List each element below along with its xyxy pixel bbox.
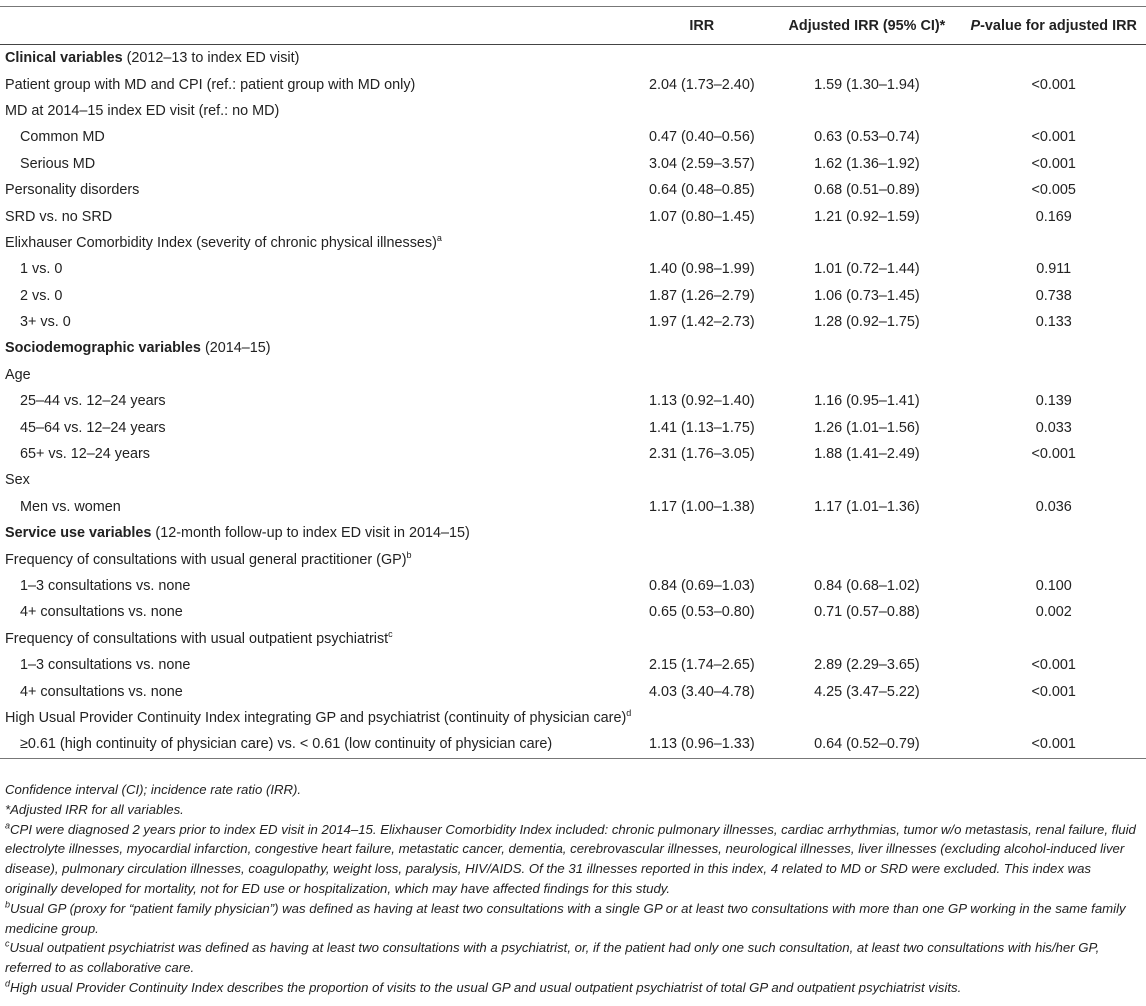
p-value xyxy=(961,467,1146,493)
row-label xyxy=(0,362,631,388)
group-label-row xyxy=(0,362,1146,388)
irr-value xyxy=(631,230,772,256)
footnote xyxy=(5,820,1141,899)
adjusted-irr-value xyxy=(772,626,961,652)
row-label xyxy=(0,520,631,546)
row-label xyxy=(0,309,631,335)
irr-value xyxy=(631,626,772,652)
row-label xyxy=(0,467,631,493)
variable-label: 1–3 consultations vs. none xyxy=(20,657,191,674)
table-row xyxy=(0,124,1146,150)
header-p-rest: -value for adjusted IRR xyxy=(980,17,1137,34)
p-value: <0.001 xyxy=(961,731,1146,758)
table-row xyxy=(0,599,1146,625)
irr-value xyxy=(631,98,772,124)
row-label xyxy=(0,705,631,731)
footnote-letter: b xyxy=(5,899,11,910)
variable-label: Age xyxy=(5,366,31,383)
adjusted-irr-value: 1.28 (0.92–1.75) xyxy=(814,314,920,331)
table-row xyxy=(0,414,1146,440)
section-title: Clinical variables xyxy=(5,50,123,67)
irr-value: 2.04 (1.73–2.40) xyxy=(649,76,755,93)
section-title: Sociodemographic variables xyxy=(5,340,201,357)
variable-label: MD at 2014–15 index ED visit (ref.: no MD) xyxy=(5,102,280,119)
p-value: <0.001 xyxy=(1031,683,1076,700)
footnote-text: Usual GP (proxy for “patient family physician”) was defined as having at least two consultations with a single GP or at least two consultations with more than one GP working in the same family medicine group. xyxy=(5,900,1126,936)
row-label xyxy=(0,151,631,177)
variable-label: 1–3 consultations vs. none xyxy=(20,578,191,594)
table-row xyxy=(0,283,1146,309)
row-label xyxy=(0,230,631,256)
adjusted-irr-value: 4.25 (3.47–5.22) xyxy=(814,683,920,700)
footnote xyxy=(5,899,1141,939)
group-label-row xyxy=(0,626,1146,652)
adjusted-irr-value xyxy=(772,45,961,72)
irr-value: 0.84 (0.69–1.03) xyxy=(649,578,755,594)
irr-value: 1.40 (0.98–1.99) xyxy=(649,261,755,278)
row-label xyxy=(0,71,631,97)
group-label-row xyxy=(0,467,1146,493)
variable-label: 25–44 vs. 12–24 years xyxy=(20,393,166,410)
irr-value xyxy=(631,705,772,731)
adjusted-irr-value: 0.71 (0.57–0.88) xyxy=(814,604,920,621)
row-label xyxy=(0,678,631,704)
p-value xyxy=(961,230,1146,256)
table-row xyxy=(0,441,1146,467)
irr-value: 2.31 (1.76–3.05) xyxy=(649,446,755,463)
section-subtitle: (2012–13 to index ED visit) xyxy=(122,50,300,67)
adjusted-irr-value: 0.63 (0.53–0.74) xyxy=(814,129,920,146)
p-value: 0.133 xyxy=(1035,314,1072,331)
table-row xyxy=(0,177,1146,203)
variable-label: Frequency of consultations with usual general practitioner (GP) xyxy=(5,551,407,568)
p-value xyxy=(961,546,1146,572)
irr-value xyxy=(631,362,772,388)
group-label-row xyxy=(0,98,1146,124)
row-label xyxy=(0,388,631,414)
header-irr: IRR xyxy=(631,7,772,45)
header-variable xyxy=(0,7,631,45)
row-label xyxy=(0,177,631,203)
p-value: <0.005 xyxy=(1031,182,1076,199)
row-label xyxy=(0,335,631,361)
table-row xyxy=(0,309,1146,335)
adjusted-irr-value: 0.64 (0.52–0.79) xyxy=(772,731,961,758)
table-body xyxy=(0,45,1146,759)
adjusted-irr-value: 0.68 (0.51–0.89) xyxy=(814,182,920,199)
irr-value: 1.17 (1.00–1.38) xyxy=(649,498,755,515)
header-adjusted-irr: Adjusted IRR (95% CI)* xyxy=(772,7,961,45)
footnote-text: CPI were diagnosed 2 years prior to index ED visit in 2014–15. Elixhauser Comorbidity Index included: chronic pulmonary illnesses, cardiac arrhythmias, tumor w/o metastasis, renal failure, fluid electrolyte illnesses, myocardial infarction, congestive heart failure, metastatic cancer, dementia, cerebrovascular illnesses, neurological illnesses, liver illnesses (excluding alcohol-induced liver disease), pulmonary circulation illnesses, coagulopathy, weight loss, paralysis, HIV/AIDS. Of the 31 illnesses reported in this index, 4 related to MD or SRD were excluded. This index was originally developed for mortality, not for ED use or hospitalization, which may have affected findings for this study. xyxy=(5,821,1136,896)
footnote-text: *Adjusted IRR for all variables. xyxy=(5,801,184,817)
table-footnotes xyxy=(5,780,1141,998)
row-label xyxy=(0,98,631,124)
footnote-text: Usual outpatient psychiatrist was defined as having at least two consultations with a psychiatrist, or, if the patient had only one such consultation, at least two consultations with his/her GP, referred to as collaborative care. xyxy=(5,940,1100,976)
variable-label: Sex xyxy=(5,472,30,489)
p-value: <0.001 xyxy=(1031,76,1076,93)
results-table xyxy=(0,6,1146,759)
section-row xyxy=(0,520,1146,546)
row-label xyxy=(0,441,631,467)
table-row xyxy=(0,388,1146,414)
irr-value: 0.64 (0.48–0.85) xyxy=(649,182,755,199)
section-row xyxy=(0,335,1146,361)
adjusted-irr-value xyxy=(772,98,961,124)
p-value: 0.033 xyxy=(1035,419,1072,436)
table-row xyxy=(0,71,1146,97)
adjusted-irr-value xyxy=(772,467,961,493)
header-p-letter: P xyxy=(970,17,981,34)
irr-value: 4.03 (3.40–4.78) xyxy=(649,683,755,700)
adjusted-irr-value: 1.62 (1.36–1.92) xyxy=(814,155,920,172)
adjusted-irr-value: 1.06 (0.73–1.45) xyxy=(814,287,920,304)
group-label-row xyxy=(0,546,1146,572)
p-value: 0.002 xyxy=(1035,604,1072,621)
p-value xyxy=(961,45,1146,72)
footnote xyxy=(5,978,1141,998)
variable-label: Elixhauser Comorbidity Index (severity of chronic physical illnesses) xyxy=(5,234,437,251)
footnote-text: Confidence interval (CI); incidence rate ratio (IRR). xyxy=(5,782,302,797)
table-header-row xyxy=(0,7,1146,45)
irr-value: 1.13 (0.96–1.33) xyxy=(631,731,772,758)
group-label-row xyxy=(0,230,1146,256)
p-value xyxy=(961,705,1146,731)
irr-value xyxy=(631,335,772,361)
section-subtitle: (2014–15) xyxy=(200,340,271,357)
variable-label: Common MD xyxy=(20,129,105,146)
row-label xyxy=(0,283,631,309)
table-row xyxy=(0,731,1146,758)
irr-value: 1.07 (0.80–1.45) xyxy=(649,208,755,225)
table-row xyxy=(0,203,1146,229)
footnote xyxy=(5,800,1141,820)
footnote xyxy=(5,780,1141,800)
p-value xyxy=(961,335,1146,361)
variable-label: High Usual Provider Continuity Index integrating GP and psychiatrist (continuity of physician care) xyxy=(5,709,627,726)
variable-label: 2 vs. 0 xyxy=(20,287,63,304)
p-value: <0.001 xyxy=(1031,446,1076,463)
irr-value: 0.47 (0.40–0.56) xyxy=(649,129,755,146)
variable-label: 3+ vs. 0 xyxy=(20,314,71,331)
adjusted-irr-value: 1.88 (1.41–2.49) xyxy=(814,446,920,463)
group-label-row xyxy=(0,705,1146,731)
p-value: <0.001 xyxy=(1031,657,1076,674)
footnote-letter: c xyxy=(5,938,10,949)
irr-value: 1.87 (1.26–2.79) xyxy=(649,287,755,304)
footnote-marker: c xyxy=(388,628,393,639)
footnote-marker: a xyxy=(436,233,442,244)
footnote-letter: d xyxy=(5,978,11,989)
row-label xyxy=(0,573,631,599)
irr-value xyxy=(631,546,772,572)
adjusted-irr-value: 0.84 (0.68–1.02) xyxy=(814,578,920,594)
p-value: 0.169 xyxy=(1035,208,1072,225)
variable-label: Patient group with MD and CPI (ref.: patient group with MD only) xyxy=(5,76,416,93)
table-row xyxy=(0,494,1146,520)
table-row xyxy=(0,573,1146,599)
row-label xyxy=(0,494,631,520)
irr-value xyxy=(631,45,772,72)
variable-label: 65+ vs. 12–24 years xyxy=(20,446,151,463)
row-label xyxy=(0,45,631,72)
adjusted-irr-value: 2.89 (2.29–3.65) xyxy=(814,657,920,674)
variable-label: 4+ consultations vs. none xyxy=(20,604,183,621)
p-value: 0.911 xyxy=(1036,261,1072,278)
irr-value: 0.65 (0.53–0.80) xyxy=(649,604,755,621)
p-value xyxy=(961,98,1146,124)
p-value: <0.001 xyxy=(1031,129,1076,146)
variable-label: 4+ consultations vs. none xyxy=(20,683,183,700)
variable-label: ≥0.61 (high continuity of physician care) vs. < 0.61 (low continuity of physician care) xyxy=(20,736,553,753)
section-title: Service use variables xyxy=(5,525,152,542)
p-value xyxy=(961,626,1146,652)
adjusted-irr-value xyxy=(772,335,961,361)
footnote xyxy=(5,938,1141,978)
irr-value: 3.04 (2.59–3.57) xyxy=(649,155,755,172)
row-label xyxy=(0,203,631,229)
adjusted-irr-value xyxy=(772,230,961,256)
footnote-marker: b xyxy=(406,549,412,560)
variable-label: Frequency of consultations with usual outpatient psychiatrist xyxy=(5,630,389,647)
adjusted-irr-value xyxy=(772,520,961,546)
row-label xyxy=(0,124,631,150)
table-row xyxy=(0,256,1146,282)
irr-value xyxy=(631,467,772,493)
row-label xyxy=(0,731,631,758)
p-value xyxy=(961,362,1146,388)
row-label xyxy=(0,256,631,282)
variable-label: SRD vs. no SRD xyxy=(5,208,113,225)
irr-value xyxy=(631,520,772,546)
adjusted-irr-value xyxy=(772,546,961,572)
p-value: 0.036 xyxy=(1035,498,1072,515)
variable-label: 1 vs. 0 xyxy=(20,261,63,278)
p-value: <0.001 xyxy=(1031,155,1076,172)
variable-label: Men vs. women xyxy=(20,498,121,515)
header-p-value xyxy=(961,7,1146,45)
adjusted-irr-value: 1.26 (1.01–1.56) xyxy=(814,419,920,436)
footnote-text: High usual Provider Continuity Index describes the proportion of visits to the usual GP and usual outpatient psychiatrist of total GP and outpatient psychiatrist visits. xyxy=(10,979,962,995)
adjusted-irr-value: 1.59 (1.30–1.94) xyxy=(814,76,920,93)
footnote-letter: a xyxy=(5,820,11,831)
footnote-marker: d xyxy=(626,708,632,719)
p-value: 0.100 xyxy=(1035,578,1072,594)
adjusted-irr-value: 1.16 (0.95–1.41) xyxy=(814,393,920,410)
row-label xyxy=(0,599,631,625)
row-label xyxy=(0,652,631,678)
variable-label: 45–64 vs. 12–24 years xyxy=(20,419,166,436)
table-row xyxy=(0,151,1146,177)
irr-value: 2.15 (1.74–2.65) xyxy=(649,657,755,674)
row-label xyxy=(0,546,631,572)
table-row xyxy=(0,678,1146,704)
irr-value: 1.13 (0.92–1.40) xyxy=(649,393,755,410)
irr-value: 1.97 (1.42–2.73) xyxy=(649,314,755,331)
row-label xyxy=(0,626,631,652)
row-label xyxy=(0,414,631,440)
p-value: 0.139 xyxy=(1035,393,1072,410)
variable-label: Personality disorders xyxy=(5,182,140,199)
adjusted-irr-value xyxy=(772,362,961,388)
table-row xyxy=(0,652,1146,678)
adjusted-irr-value: 1.17 (1.01–1.36) xyxy=(814,498,920,515)
irr-value: 1.41 (1.13–1.75) xyxy=(649,419,755,436)
section-subtitle: (12-month follow-up to index ED visit in 2014–15) xyxy=(151,525,470,542)
variable-label: Serious MD xyxy=(20,155,96,172)
adjusted-irr-value xyxy=(772,705,961,731)
p-value xyxy=(961,520,1146,546)
section-row xyxy=(0,45,1146,72)
p-value: 0.738 xyxy=(1035,287,1072,304)
adjusted-irr-value: 1.21 (0.92–1.59) xyxy=(814,208,920,225)
adjusted-irr-value: 1.01 (0.72–1.44) xyxy=(814,261,920,278)
